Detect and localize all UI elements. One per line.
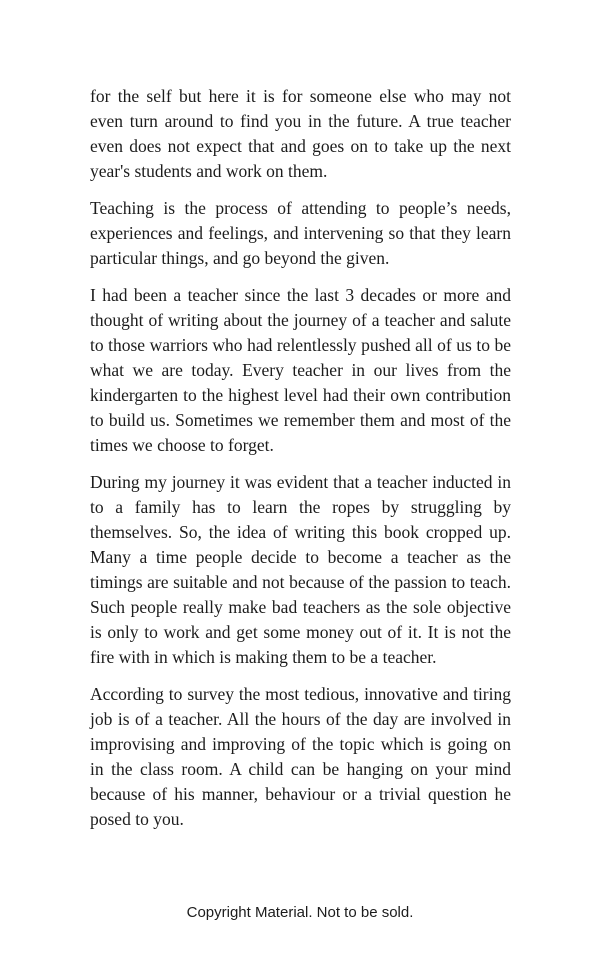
paragraph: During my journey it was evident that a teacher inducted in to a family has to learn the ropes by struggling by themselves. So, the idea of writing this book cropped up. Many a time people decide to become a teacher as the timings are suitable and not because of the passion to teach. Such people really make bad teachers as the sole objective is only to work and get some money out of it. It is not the fire with in which is making them to be a teacher. (90, 472, 511, 667)
paragraph: I had been a teacher since the last 3 decades or more and thought of writing about the journey of a teacher and salute to those warriors who had relentlessly pushed all of us to be what we are today. Every teacher in our lives from the kindergarten to the highest level had their own contribution to build us. Sometimes we remember them and most of the times we choose to forget. (90, 285, 511, 455)
copyright-footer (0, 903, 600, 923)
paragraph: for the self but here it is for someone else who may not even turn around to find you in the future. A true teacher even does not expect that and goes on to take up the next year's students and work on them. (90, 86, 511, 181)
paragraph: Teaching is the process of attending to people’s needs, experiences and feelings, and intervening so that they learn particular things, and go beyond the given. (90, 198, 511, 268)
copyright-text: Copyright Material. Not to be sold. (186, 904, 414, 921)
page-body-text (90, 84, 511, 844)
paragraph: According to survey the most tedious, innovative and tiring job is of a teacher. All the hours of the day are involved in improvising and improving of the topic which is going on in the class room. A child can be hanging on your mind because of his manner, behaviour or a trivial question he posed to you. (90, 684, 511, 829)
